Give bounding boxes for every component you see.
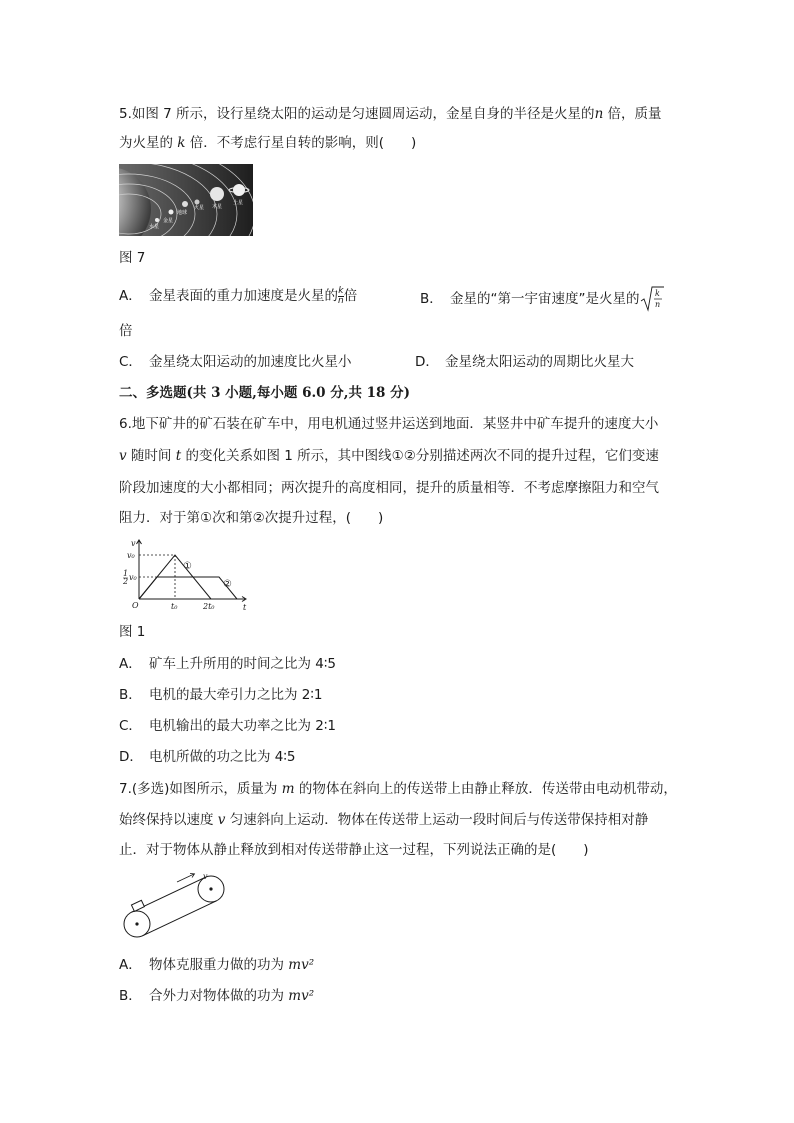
section-2-heading: 二、多选题(共 3 小题,每小题 6.0 分,共 18 分) — [119, 385, 411, 401]
sqrt-k-over-n — [640, 286, 664, 312]
vt-graph — [119, 537, 251, 611]
graph-half-den: 2 — [123, 577, 129, 586]
q5-option-b-wrap: 倍 — [119, 323, 133, 339]
graph-v0-label: v₀ — [127, 551, 135, 560]
q5-option-b: B． 金星的“第一宇宙速度”是火星的 k n — [420, 286, 664, 312]
q6-option-d: D． 电机所做的功之比为 4∶5 — [119, 749, 296, 765]
graph-v-label: v — [131, 539, 136, 548]
object-block — [131, 900, 144, 911]
graph-2t0-label: 2t₀ — [203, 602, 215, 611]
belt-v-label: v — [203, 872, 208, 881]
conveyor-belt-figure — [119, 871, 231, 939]
q6-option-c: C． 电机输出的最大功率之比为 2∶1 — [119, 718, 336, 734]
label-venus: 金星 — [163, 218, 174, 224]
graph-half-v0-label: v₀ — [129, 573, 137, 582]
q5-line1: 5.如图 7 所示，设行星绕太阳的运动是匀速圆周运动，金星自身的半径是火星的n 倍，质量 — [119, 106, 662, 122]
q5-line2: 为火星的 k 倍．不考虑行星自转的影响，则( ) — [119, 135, 417, 151]
label-mars: 火星 — [194, 205, 205, 211]
q5-option-d: D． 金星绕太阳运动的周期比火星大 — [415, 354, 634, 370]
svg-text:n: n — [654, 300, 660, 309]
label-jupiter: 木星 — [212, 204, 223, 210]
q5-option-a: A． 金星表面的重力加速度是火星的 $\frac{k}{n}$ 倍 — [119, 285, 358, 306]
planet-earth — [182, 201, 188, 207]
q7-line1: 7.(多选)如图所示，质量为 m 的物体在斜向上的传送带上由静止释放．传送带由电动机带动， — [119, 781, 677, 797]
q7-option-a: A． 物体克服重力做的功为 mv² — [119, 957, 315, 973]
q6-line1: 6.地下矿井的矿石装在矿车中，用电机通过竖井运送到地面．某竖井中矿车提升的速度大小 — [119, 416, 659, 432]
fraction-k-over-n: $\frac{k}{n}$ — [338, 285, 344, 306]
graph-half-num: 1 — [123, 569, 129, 578]
label-mercury: 水星 — [149, 224, 160, 230]
q6-line3: 阶段加速度的大小都相同；两次提升的高度相同，提升的质量相等．不考虑摩擦阻力和空气 — [119, 480, 659, 496]
planet-jupiter — [210, 187, 224, 201]
var-k: k — [177, 135, 186, 151]
q6-line2: v 随时间 t 的变化关系如图 1 所示，其中图线①②分别描述两次不同的提升过程，它们变速 — [119, 448, 659, 464]
belt-bottom — [143, 901, 217, 936]
q6-option-a: A． 矿车上升所用的时间之比为 4∶5 — [119, 656, 336, 672]
label-saturn: 土星 — [233, 200, 244, 206]
velocity-arrow — [177, 874, 194, 882]
q7-line2: 始终保持以速度 v 匀速斜向上运动．物体在传送带上运动一段时间后与传送带保持相对静 — [119, 812, 649, 828]
var-n: n — [594, 106, 604, 122]
planet-saturn — [233, 184, 245, 196]
planet-mars — [195, 200, 200, 205]
label-earth: 地球 — [177, 210, 188, 216]
graph-origin-label: O — [132, 601, 139, 610]
q6-option-b: B． 电机的最大牵引力之比为 2∶1 — [119, 687, 323, 703]
svg-text:k: k — [654, 289, 660, 298]
solar-system-figure — [119, 164, 253, 236]
planet-mercury — [155, 218, 159, 222]
q7-option-b: B． 合外力对物体做的功为 mv² — [119, 988, 315, 1004]
planet-venus — [169, 210, 174, 215]
q5-option-c: C． 金星绕太阳运动的加速度比火星小 — [119, 354, 352, 370]
q6-line4: 阻力．对于第①次和第②次提升过程，( ) — [119, 510, 384, 526]
figure-1-caption: 图 1 — [119, 624, 146, 640]
graph-mark-1: ① — [183, 561, 192, 572]
graph-t-label: t — [243, 603, 247, 611]
q7-line3: 止．对于物体从静止释放到相对传送带静止这一过程，下列说法正确的是( ) — [119, 842, 589, 858]
graph-t0-label: t₀ — [171, 602, 178, 611]
graph-mark-2: ② — [223, 579, 232, 590]
figure-7-caption: 图 7 — [119, 250, 146, 266]
